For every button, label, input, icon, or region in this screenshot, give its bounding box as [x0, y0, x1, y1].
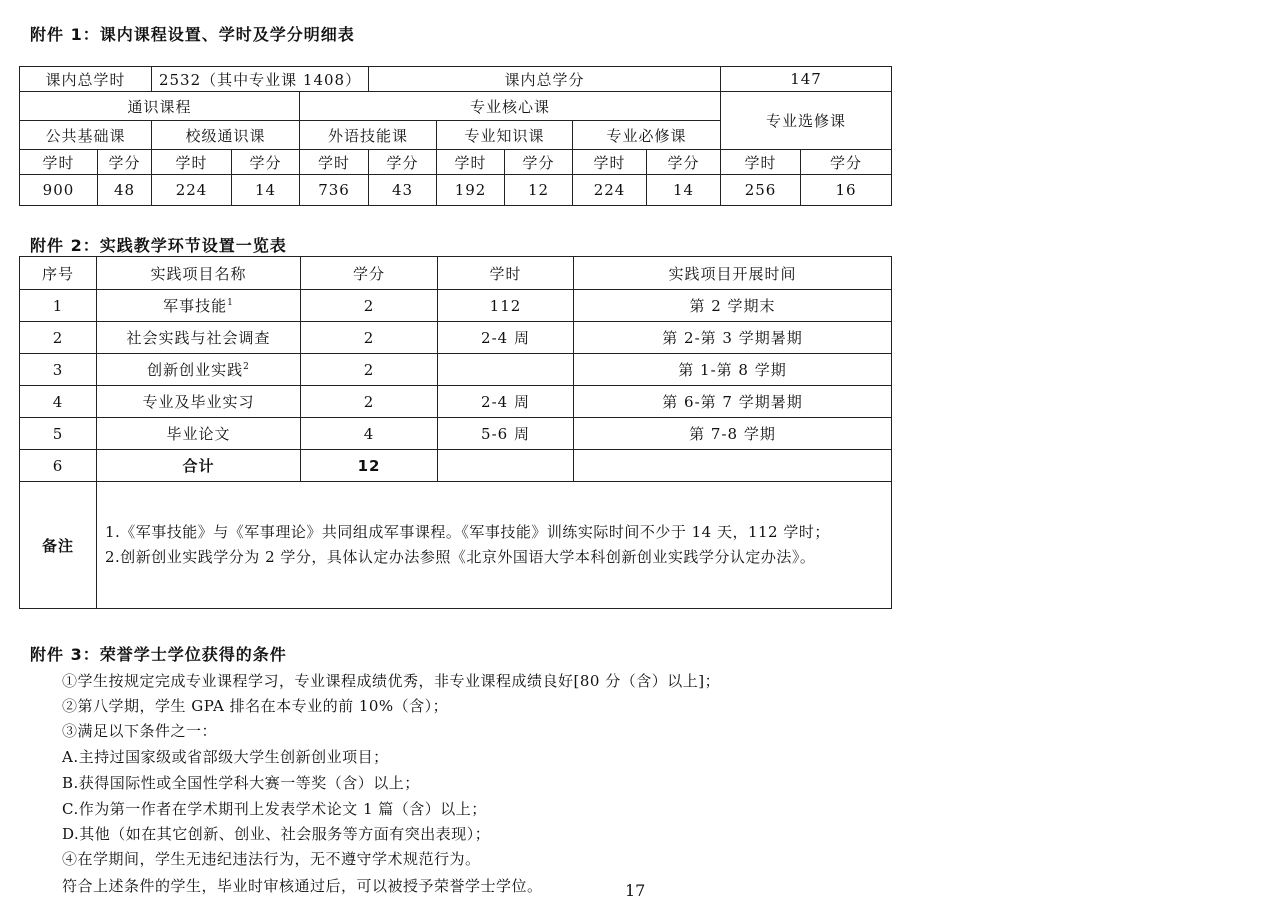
footnote-mark: 2 [243, 362, 250, 372]
condition-line: C.作为第一作者在学术期刊上发表学术论文 1 篇（含）以上； [62, 800, 487, 818]
row-name [97, 354, 301, 386]
annex1-title: 附件 1：课内课程设置、学时及学分明细表 [30, 25, 355, 44]
notes-label: 备注 [20, 482, 97, 609]
row-time: 第 2 学期末 [574, 290, 892, 322]
annex3-title: 附件 3：荣誉学士学位获得的条件 [30, 645, 287, 664]
value-cell: 736 [300, 175, 369, 206]
row-hours: 2-4 周 [438, 322, 574, 354]
row-credit: 2 [301, 322, 438, 354]
condition-line: ②第八学期，学生 GPA 排名在本专业的前 10%（含）； [62, 697, 449, 715]
footnote-mark: 1 [227, 298, 234, 308]
credits-header: 学分 [801, 150, 892, 175]
notes-content [97, 482, 892, 609]
table-row [20, 322, 892, 354]
value-cell: 12 [505, 175, 573, 206]
total-hours-empty [438, 450, 574, 482]
row-credit: 2 [301, 354, 438, 386]
table-row [20, 386, 892, 418]
hours-header: 学时 [300, 150, 369, 175]
total-no: 6 [20, 450, 97, 482]
condition-line: A.主持过国家级或省部级大学生创新创业项目； [62, 748, 389, 766]
condition-line: ①学生按规定完成专业课程学习，专业课程成绩优秀，非专业课程成绩良好[80 分（含）以上]； [62, 672, 721, 690]
school-general-header: 校级通识课 [152, 121, 300, 150]
condition-line: D.其他（如在其它创新、创业、社会服务等方面有突出表现）； [62, 825, 491, 843]
row-time: 第 6-第 7 学期暑期 [574, 386, 892, 418]
value-cell: 192 [437, 175, 505, 206]
major-core-header: 专业核心课 [300, 92, 721, 121]
condition-line: ④在学期间，学生无违纪违法行为，无不遵守学术规范行为。 [62, 850, 481, 868]
general-courses-header: 通识课程 [20, 92, 300, 121]
row-hours: 2-4 周 [438, 386, 574, 418]
hours-header: 学时 [721, 150, 801, 175]
hours-header: 学时 [152, 150, 232, 175]
major-elective-header: 专业选修课 [721, 92, 892, 150]
header-hours: 学时 [438, 257, 574, 290]
credits-header: 学分 [647, 150, 721, 175]
row-no: 2 [20, 322, 97, 354]
row-no: 5 [20, 418, 97, 450]
hours-header: 学时 [573, 150, 647, 175]
course-credit-table [19, 66, 892, 206]
row-name: 毕业论文 [97, 418, 301, 450]
total-credit: 12 [301, 450, 438, 482]
total-label: 合计 [97, 450, 301, 482]
value-cell: 14 [232, 175, 300, 206]
value-cell: 16 [801, 175, 892, 206]
row-name-text: 军事技能 [163, 297, 228, 315]
public-basic-header: 公共基础课 [20, 121, 152, 150]
row-time: 第 1-第 8 学期 [574, 354, 892, 386]
foreign-lang-header: 外语技能课 [300, 121, 437, 150]
row-time: 第 7-8 学期 [574, 418, 892, 450]
row-credit: 2 [301, 386, 438, 418]
value-cell: 48 [98, 175, 152, 206]
practice-table [19, 256, 892, 609]
hours-header: 学时 [20, 150, 98, 175]
value-cell: 224 [573, 175, 647, 206]
major-required-header: 专业必修课 [573, 121, 721, 150]
row-no: 3 [20, 354, 97, 386]
value-cell: 43 [369, 175, 437, 206]
header-time: 实践项目开展时间 [574, 257, 892, 290]
condition-line: ③满足以下条件之一： [62, 722, 218, 740]
row-name [97, 290, 301, 322]
condition-line: 符合上述条件的学生，毕业时审核通过后，可以被授予荣誉学士学位。 [62, 877, 543, 895]
row-time: 第 2-第 3 学期暑期 [574, 322, 892, 354]
notes-row [20, 482, 892, 609]
row-no: 1 [20, 290, 97, 322]
total-credits-label: 课内总学分 [369, 67, 721, 92]
row-hours: 5-6 周 [438, 418, 574, 450]
table-row [20, 354, 892, 386]
credits-header: 学分 [369, 150, 437, 175]
value-cell: 224 [152, 175, 232, 206]
header-name: 实践项目名称 [97, 257, 301, 290]
credits-header: 学分 [98, 150, 152, 175]
total-time-empty [574, 450, 892, 482]
row-name-text: 创新创业实践 [147, 361, 244, 379]
header-credit: 学分 [301, 257, 438, 290]
condition-line: B.获得国际性或全国性学科大赛一等奖（含）以上； [62, 774, 420, 792]
credits-header: 学分 [505, 150, 573, 175]
value-cell: 256 [721, 175, 801, 206]
row-credit: 2 [301, 290, 438, 322]
total-row [20, 450, 892, 482]
hours-header: 学时 [437, 150, 505, 175]
page-number: 17 [625, 881, 646, 900]
row-credit: 4 [301, 418, 438, 450]
note-1: 1.《军事技能》与《军事理论》共同组成军事课程。《军事技能》训练实际时间不少于 14 天，112 学时； [105, 523, 830, 541]
major-knowledge-header: 专业知识课 [437, 121, 573, 150]
annex2-title: 附件 2：实践教学环节设置一览表 [30, 236, 287, 255]
row-no: 4 [20, 386, 97, 418]
total-hours-label: 课内总学时 [20, 67, 152, 92]
credits-header: 学分 [232, 150, 300, 175]
header-no: 序号 [20, 257, 97, 290]
row-hours [438, 354, 574, 386]
value-cell: 900 [20, 175, 98, 206]
row-name: 专业及毕业实习 [97, 386, 301, 418]
total-credits-value: 147 [721, 67, 892, 92]
note-2: 2.创新创业实践学分为 2 学分，具体认定办法参照《北京外国语大学本科创新创业实践学分认定办法》。 [105, 548, 816, 566]
row-hours: 112 [438, 290, 574, 322]
value-cell: 14 [647, 175, 721, 206]
row-name: 社会实践与社会调查 [97, 322, 301, 354]
table-row [20, 290, 892, 322]
total-hours-value: 2532（其中专业课 1408） [152, 67, 369, 92]
table-row [20, 418, 892, 450]
